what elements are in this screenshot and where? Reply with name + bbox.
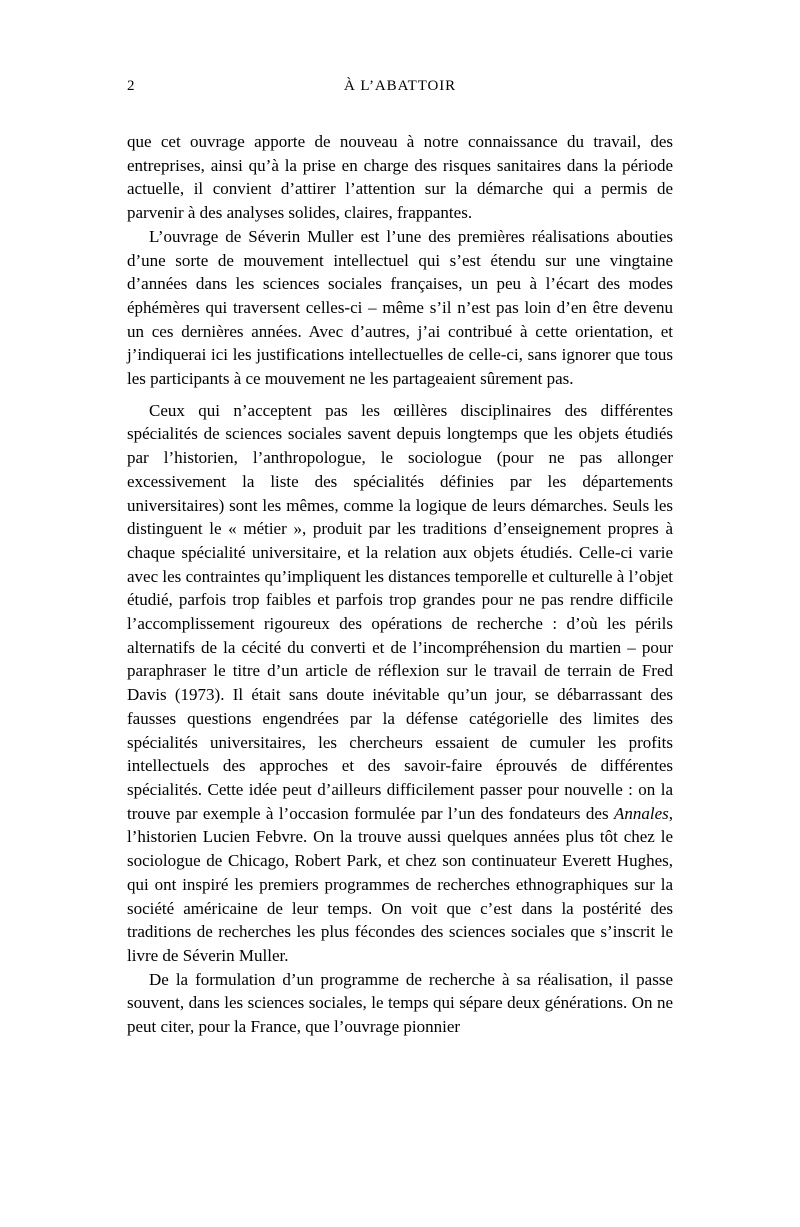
paragraph-continuation: que cet ouvrage apporte de nouveau à notre connaissance du travail, des entreprises, ainsi qu’à la prise en charge des risques sanitaires dans la période actuelle, il convient d’attirer l’attention sur la démarche qui a permis de parvenir à des analyses solides, claires, frappantes.	[127, 132, 673, 223]
page-body	[127, 130, 673, 1039]
paragraph: L’ouvrage de Séverin Muller est l’une des premières réalisations abouties d’une sorte de mouvement intellectuel qui s’est étendu sur une vingtaine d’années dans les sciences sociales françaises, un peu à l’écart des modes éphémères qui traversent celles-ci – même s’il n’est pas loin d’en être devenu un ces dernières années. Avec d’autres, j’ai contribué à cette orientation, et j’indiquerai ici les justifications intellectuelles de celle-ci, sans ignorer que tous les participants à ce mouvement ne les partageaient sûrement pas.	[127, 226, 673, 389]
paragraph-text: Ceux qui n’acceptent pas les œillères disciplinaires des différentes spécialités de sciences sociales savent depuis longtemps que les objets étudiés par l’historien, l’anthropologue, le sociologue (pour ne pas allonger excessivement la liste des spécialités définies par les départements universitaires) sont les mêmes, comme la logique de leurs démarches. Seuls les distinguent le « métier », produit par les traditions d’enseignement propres à chaque spécialité universitaire, et la relation aux objets étudiés. Celle-ci varie avec les contraintes qu’impliquent les distances temporelle et culturelle à l’objet étudié, parfois trop faibles et parfois trop grandes pour ne pas rendre difficile l’accomplissement rigoureux des opérations de recherche : d’où les périls alternatifs de la cécité du converti et de l’incompréhension du martien – pour paraphraser le titre d’un article de réflexion sur le travail de terrain de Fred Davis (1973). Il était sans doute inévitable qu’un jour, se débarrassant des fausses questions engendrées par la défense catégorielle des limites des spécialités universitaires, les chercheurs essaient de cumuler les profits intellectuels des approches et des savoir-faire éprouvés de différentes spécialités. Cette idée peut d’ailleurs difficilement passer pour nouvelle : on la trouve par exemple à l’occasion formulée par l’un des fondateurs des	[127, 400, 673, 823]
italic-book-title: Annales	[613, 803, 669, 823]
page-header	[127, 77, 673, 95]
running-title: À L’ABATTOIR	[343, 78, 457, 94]
paragraph: De la formulation d’un programme de recherche à sa réalisation, il passe souvent, dans les sciences sociales, le temps qui sépare deux générations. On ne peut citer, pour la France, que l’ouvrage pionnier	[127, 969, 673, 1037]
paragraph	[127, 399, 673, 968]
paragraph-text: , l’historien Lucien Febvre. On la trouve aussi quelques années plus tôt chez le sociologue de Chicago, Robert Park, et chez son continuateur Everett Hughes, qui ont inspiré les premiers programmes de recherches ethnographiques sur la société américaine de leur temps. On voit que c’est dans la postérité des traditions de recherches les plus fécondes des sciences sociales que s’inscrit le livre de Séverin Muller.	[127, 803, 673, 965]
page-number: 2	[127, 78, 135, 94]
